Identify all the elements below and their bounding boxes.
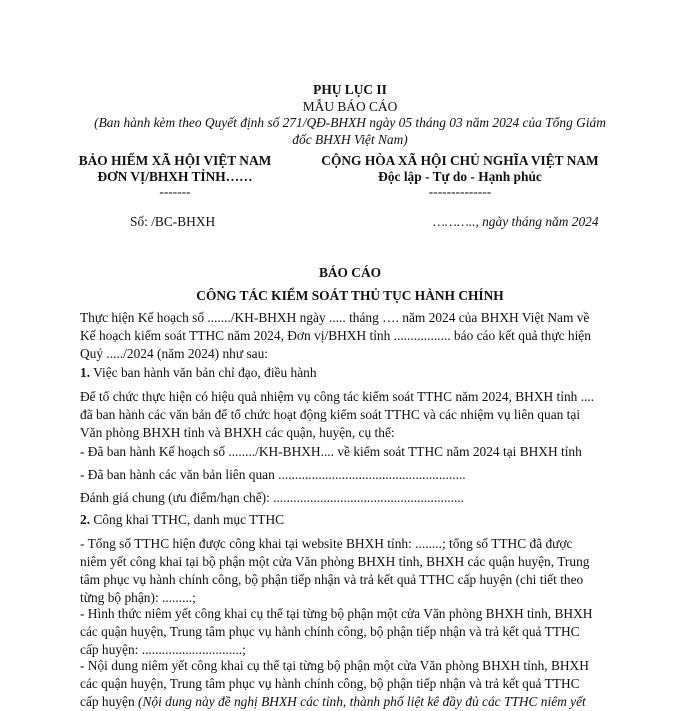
section-2-line-plain: cấp huyện	[80, 694, 139, 710]
section-2-line: - Nội dung niêm yết công khai cụ thể tại từng bộ phận một cửa Văn phòng BHXH tỉnh, BHXH	[80, 658, 589, 673]
section-2-paragraph-2	[80, 605, 610, 659]
issued-note-line1: (Ban hành kèm theo Quyết định số 271/QĐ-BHXH ngày 05 tháng 03 năm 2024 của Tổng Giám	[94, 115, 606, 130]
section-2-title: Công khai TTHC, danh mục TTHC	[90, 512, 285, 527]
document-date: ……….., ngày tháng năm 2024	[433, 214, 599, 229]
report-title: BÁO CÁO	[318, 265, 382, 280]
nation-title: CỘNG HÒA XÃ HỘI CHỦ NGHĨA VIỆT NAM	[321, 153, 599, 168]
section-2-heading	[80, 511, 284, 529]
nation-dashes: --------------	[428, 184, 492, 199]
section-1-line: đã ban hành các văn bản để tổ chức hoạt động kiểm soát TTHC và các nhiệm vụ liên quan tại	[80, 407, 581, 423]
section-1-line: Để tổ chức thực hiện có hiệu quả nhiệm vụ công tác kiểm soát TTHC năm 2024, BHXH tỉnh ....	[80, 389, 595, 404]
section-2-number: 2.	[80, 512, 91, 527]
section-1-bullet-plan: - Đã ban hành Kế hoạch số ......../KH-BHXH.... về kiểm soát TTHC năm 2024 tại BHXH tỉnh	[80, 444, 582, 459]
section-2-line: tâm phục vụ hành chính công, bộ phận tiếp nhận và trả kết quả TTHC cấp huyện (chi tiết theo	[80, 572, 584, 588]
section-1-line: Văn phòng BHXH tỉnh và BHXH các quận, huyện, cụ thể:	[80, 425, 395, 441]
section-2-paragraph-1	[80, 535, 610, 607]
intro-line: Kế hoạch kiểm soát TTHC năm 2024, Đơn vị/BHXH tỉnh ................. báo cáo kết quả thực hiện	[80, 328, 591, 344]
template-title: MẪU BÁO CÁO	[302, 99, 398, 114]
section-2-line: cấp huyện: ..............................;	[80, 642, 246, 658]
section-1-number: 1.	[80, 365, 91, 380]
section-1-title: Việc ban hành văn bản chỉ đạo, điều hành	[90, 365, 317, 380]
document-number: Số: /BC-BHXH	[130, 214, 216, 229]
section-2-line: từng bộ phận): .........;	[80, 590, 196, 606]
intro-line: Quý ...../2024 (năm 2024) như sau:	[80, 346, 269, 362]
section-1-bullet-docs: - Đã ban hành các văn bản liên quan ........................................................	[80, 467, 466, 482]
section-2-line-italic-note: (Nội dung này đề nghị BHXH các tỉnh, thành phố liệt kê đầy đủ các TTHC niêm yết	[138, 694, 586, 710]
section-2-line: các quận huyện, Trung tâm phục vụ hành chính công, bộ phận tiếp nhận và trả kết quả TTHC	[80, 676, 580, 692]
unit-name: ĐƠN VỊ/BHXH TỈNH……	[97, 169, 253, 184]
section-2-line: các quận huyện, Trung tâm phục vụ hành chính công, bộ phận tiếp nhận và trả kết quả TTHC	[80, 624, 580, 640]
section-1-evaluation: Đánh giá chung (ưu điểm/hạn chế): .........................................................	[80, 490, 464, 505]
section-2-line: - Hình thức niêm yết công khai cụ thể tại từng bộ phận một cửa Văn phòng BHXH tỉnh, BHXH	[80, 606, 593, 621]
nation-motto: Độc lập - Tự do - Hạnh phúc	[378, 169, 542, 184]
section-1-heading	[80, 364, 317, 382]
section-2-line: - Tổng số TTHC hiện được công khai tại website BHXH tỉnh: ........; tổng số TTHC đã được	[80, 536, 573, 551]
org-name: BẢO HIỂM XÃ HỘI VIỆT NAM	[78, 153, 272, 168]
section-1-paragraph	[80, 388, 610, 442]
section-2-line	[80, 693, 610, 711]
report-subtitle: CÔNG TÁC KIỂM SOÁT THỦ TỤC HÀNH CHÍNH	[196, 288, 504, 303]
section-2-line: niêm yết công khai tại bộ phận một cửa Văn phòng BHXH tỉnh, BHXH các quận huyện, Trung	[80, 554, 590, 570]
intro-line: Thực hiện Kế hoạch số ......./KH-BHXH ngày ..... tháng …. năm 2024 của BHXH Việt Nam về	[80, 310, 590, 325]
issued-note-line2: đốc BHXH Việt Nam)	[292, 132, 408, 147]
org-dashes: -------	[159, 184, 191, 199]
intro-paragraph	[80, 309, 610, 363]
section-2-paragraph-3	[80, 657, 610, 711]
appendix-title: PHỤ LỤC II	[313, 82, 387, 97]
